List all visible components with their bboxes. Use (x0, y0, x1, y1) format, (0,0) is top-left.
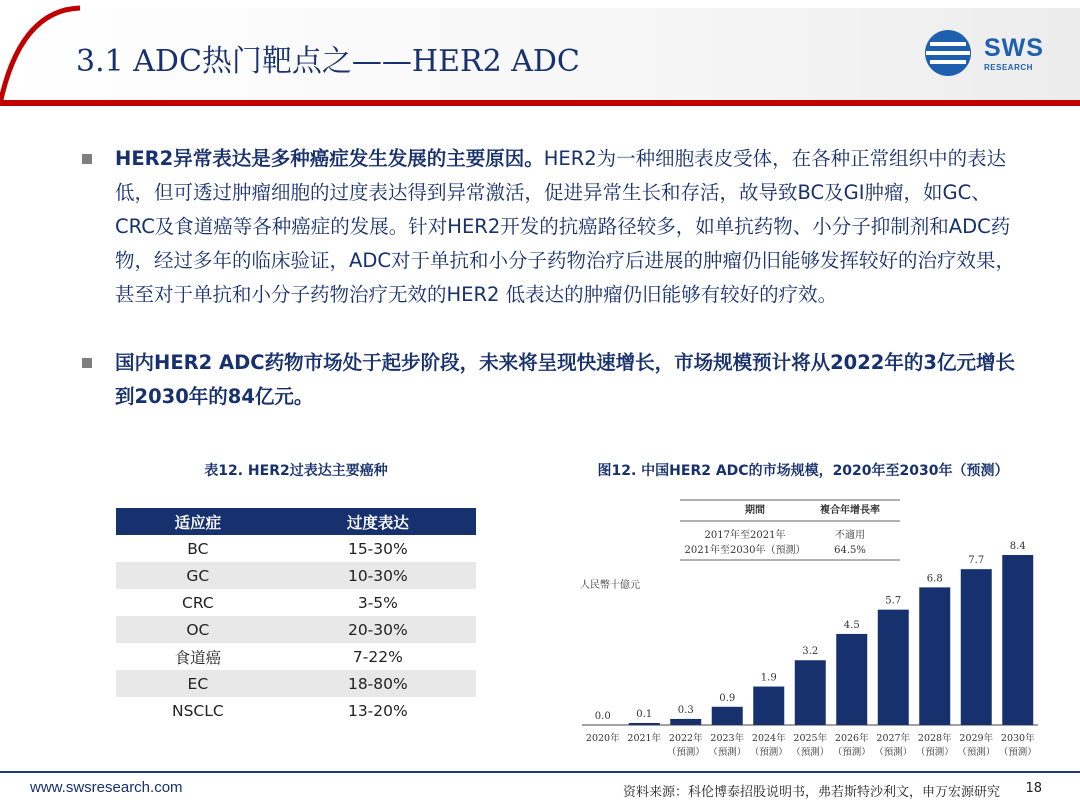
chart-category-label: （預測） (791, 747, 830, 758)
chart-category-label: 2026年 (834, 733, 869, 744)
chart-bar (629, 723, 660, 725)
chart-category-label: 2030年 (1000, 733, 1035, 744)
chart-bar (712, 707, 743, 725)
chart-category-label: 2022年 (668, 733, 703, 744)
footer-divider (0, 771, 1080, 773)
chart-data-label: 3.2 (802, 646, 819, 658)
table-header-overexpression: 过度表达 (280, 508, 476, 535)
table-cell: 食道癌 (174, 648, 222, 667)
cagr-row-rate: 64.5% (834, 545, 866, 556)
table-cell: 13-20% (347, 701, 408, 720)
table-cell: CRC (182, 593, 214, 612)
bullet-market-size (82, 346, 1027, 414)
cagr-row-period: 2021年至2030年（預測） (684, 545, 806, 556)
chart-data-label: 0.0 (594, 711, 611, 722)
page-number: 18 (1025, 781, 1042, 796)
table-cell: BC (187, 539, 209, 558)
chart-category-label: （預測） (915, 747, 954, 758)
table-cell: 20-30% (280, 616, 476, 643)
table-cell: 18-80% (280, 670, 476, 697)
chart-category-label: 2021年 (627, 733, 662, 744)
cagr-header-rate: 複合年增長率 (820, 505, 880, 516)
cagr-row-rate: 不適用 (835, 530, 865, 541)
table-row (116, 697, 476, 724)
chart-data-label: 4.5 (843, 619, 860, 631)
chart-data-label: 8.4 (1009, 541, 1026, 552)
chart-category-label: （預測） (708, 747, 747, 758)
chart-y-label: 人民幣十億元 (580, 580, 640, 591)
table-row (116, 616, 476, 643)
table-cell: 15-30% (347, 539, 408, 558)
table-row (116, 643, 476, 670)
chart-data-label: 0.3 (677, 704, 694, 716)
chart-bar (753, 687, 784, 725)
chart-category-label: （預測） (832, 747, 871, 758)
cagr-table (680, 500, 900, 560)
chart-category-label: 2020年 (585, 733, 620, 744)
chart-bar (795, 660, 826, 725)
chart-category-label: （預測） (957, 747, 996, 758)
logo-subtext: RESEARCH (984, 63, 1033, 72)
cagr-row-period: 2017年至2021年 (704, 530, 786, 541)
chart-category-label: （預測） (666, 747, 705, 758)
table-row (116, 562, 476, 589)
chart-category-label: （預測） (874, 747, 913, 758)
table-cell: 3-5% (357, 593, 398, 612)
chart-data-label: 7.7 (968, 555, 985, 567)
table-header-indication: 适应症 (116, 508, 280, 535)
bullet-square-icon (82, 154, 92, 164)
chart-category-label: 2023年 (710, 733, 745, 744)
footer-source: 资料来源：科伦博泰招股说明书，弗若斯特沙利文，申万宏源研究 (622, 785, 1000, 800)
chart-category-label: 2025年 (793, 733, 828, 744)
bullet-her2-expression (82, 142, 1027, 312)
chart-bar (1002, 555, 1033, 725)
chart-caption: 图12. 中国HER2 ADC的市场规模，2020年至2030年（预测） (597, 463, 1009, 479)
bullet-bold-text: HER2异常表达是多种癌症发生发展的主要原因。 (115, 147, 544, 170)
chart-category-label: 2029年 (959, 733, 994, 744)
table-cell: OC (116, 616, 280, 643)
her2-overexpression-table (116, 508, 476, 724)
cagr-header-period: 期間 (745, 505, 765, 516)
bullet-body-text: HER2为一种细胞表皮受体，在各种正常组织中的表达低，但可透过肿瘤细胞的过度表达得到异常激活，促进异常生长和存活，故导致BC及GI肿瘤，如GC、CRC及食道癌等各种癌症的发展。针对HER2开发的抗癌路径较多，如单抗药物、小分子抑制剂和ADC药物，经过多年的临床验证，ADC对于单抗和小分子药物治疗后进展的肿瘤仍旧能够发挥较好的治疗效果，甚至对于单抗和小分子药物治疗无效的HER2 低表达的肿瘤仍旧能够有较好的疗效。 (115, 147, 1015, 306)
chart-category-label: 2028年 (917, 733, 952, 744)
market-size-bar-chart (560, 496, 1060, 766)
chart-category-label: （預測） (749, 747, 788, 758)
page-title: 3.1 ADC热门靶点之——HER2 ADC (76, 44, 580, 79)
chart-category-label: 2027年 (876, 733, 911, 744)
chart-data-label: 6.8 (926, 573, 943, 585)
chart-data-label: 0.9 (719, 692, 736, 704)
table-caption: 表12. HER2过表达主要癌种 (204, 463, 388, 479)
table-row (116, 670, 476, 697)
chart-data-label: 5.7 (885, 595, 902, 607)
logo-text: SWS (984, 34, 1044, 62)
table-row (116, 589, 476, 616)
chart-category-label: 2024年 (751, 733, 786, 744)
table-cell: GC (116, 562, 280, 589)
bullet-bold-text: 国内HER2 ADC药物市场处于起步阶段，未来将呈现快速增长，市场规模预计将从2022年的3亿元增长到2030年的84亿元。 (115, 351, 1015, 408)
table-cell: 7-22% (352, 647, 403, 666)
footer-url-link[interactable]: www.swsresearch.com (30, 779, 183, 796)
table-cell: 10-30% (280, 562, 476, 589)
chart-bar (878, 610, 909, 725)
chart-data-label: 1.9 (760, 672, 777, 684)
chart-category-label: （預測） (998, 747, 1037, 758)
table-cell: EC (116, 670, 280, 697)
table-row (116, 535, 476, 562)
chart-bar (836, 634, 867, 725)
chart-bar (919, 587, 950, 725)
bullet-square-icon (82, 358, 92, 368)
chart-bar (961, 569, 992, 725)
table-cell: NSCLC (171, 701, 224, 720)
chart-bar (670, 719, 701, 725)
chart-data-label: 0.1 (636, 708, 653, 720)
